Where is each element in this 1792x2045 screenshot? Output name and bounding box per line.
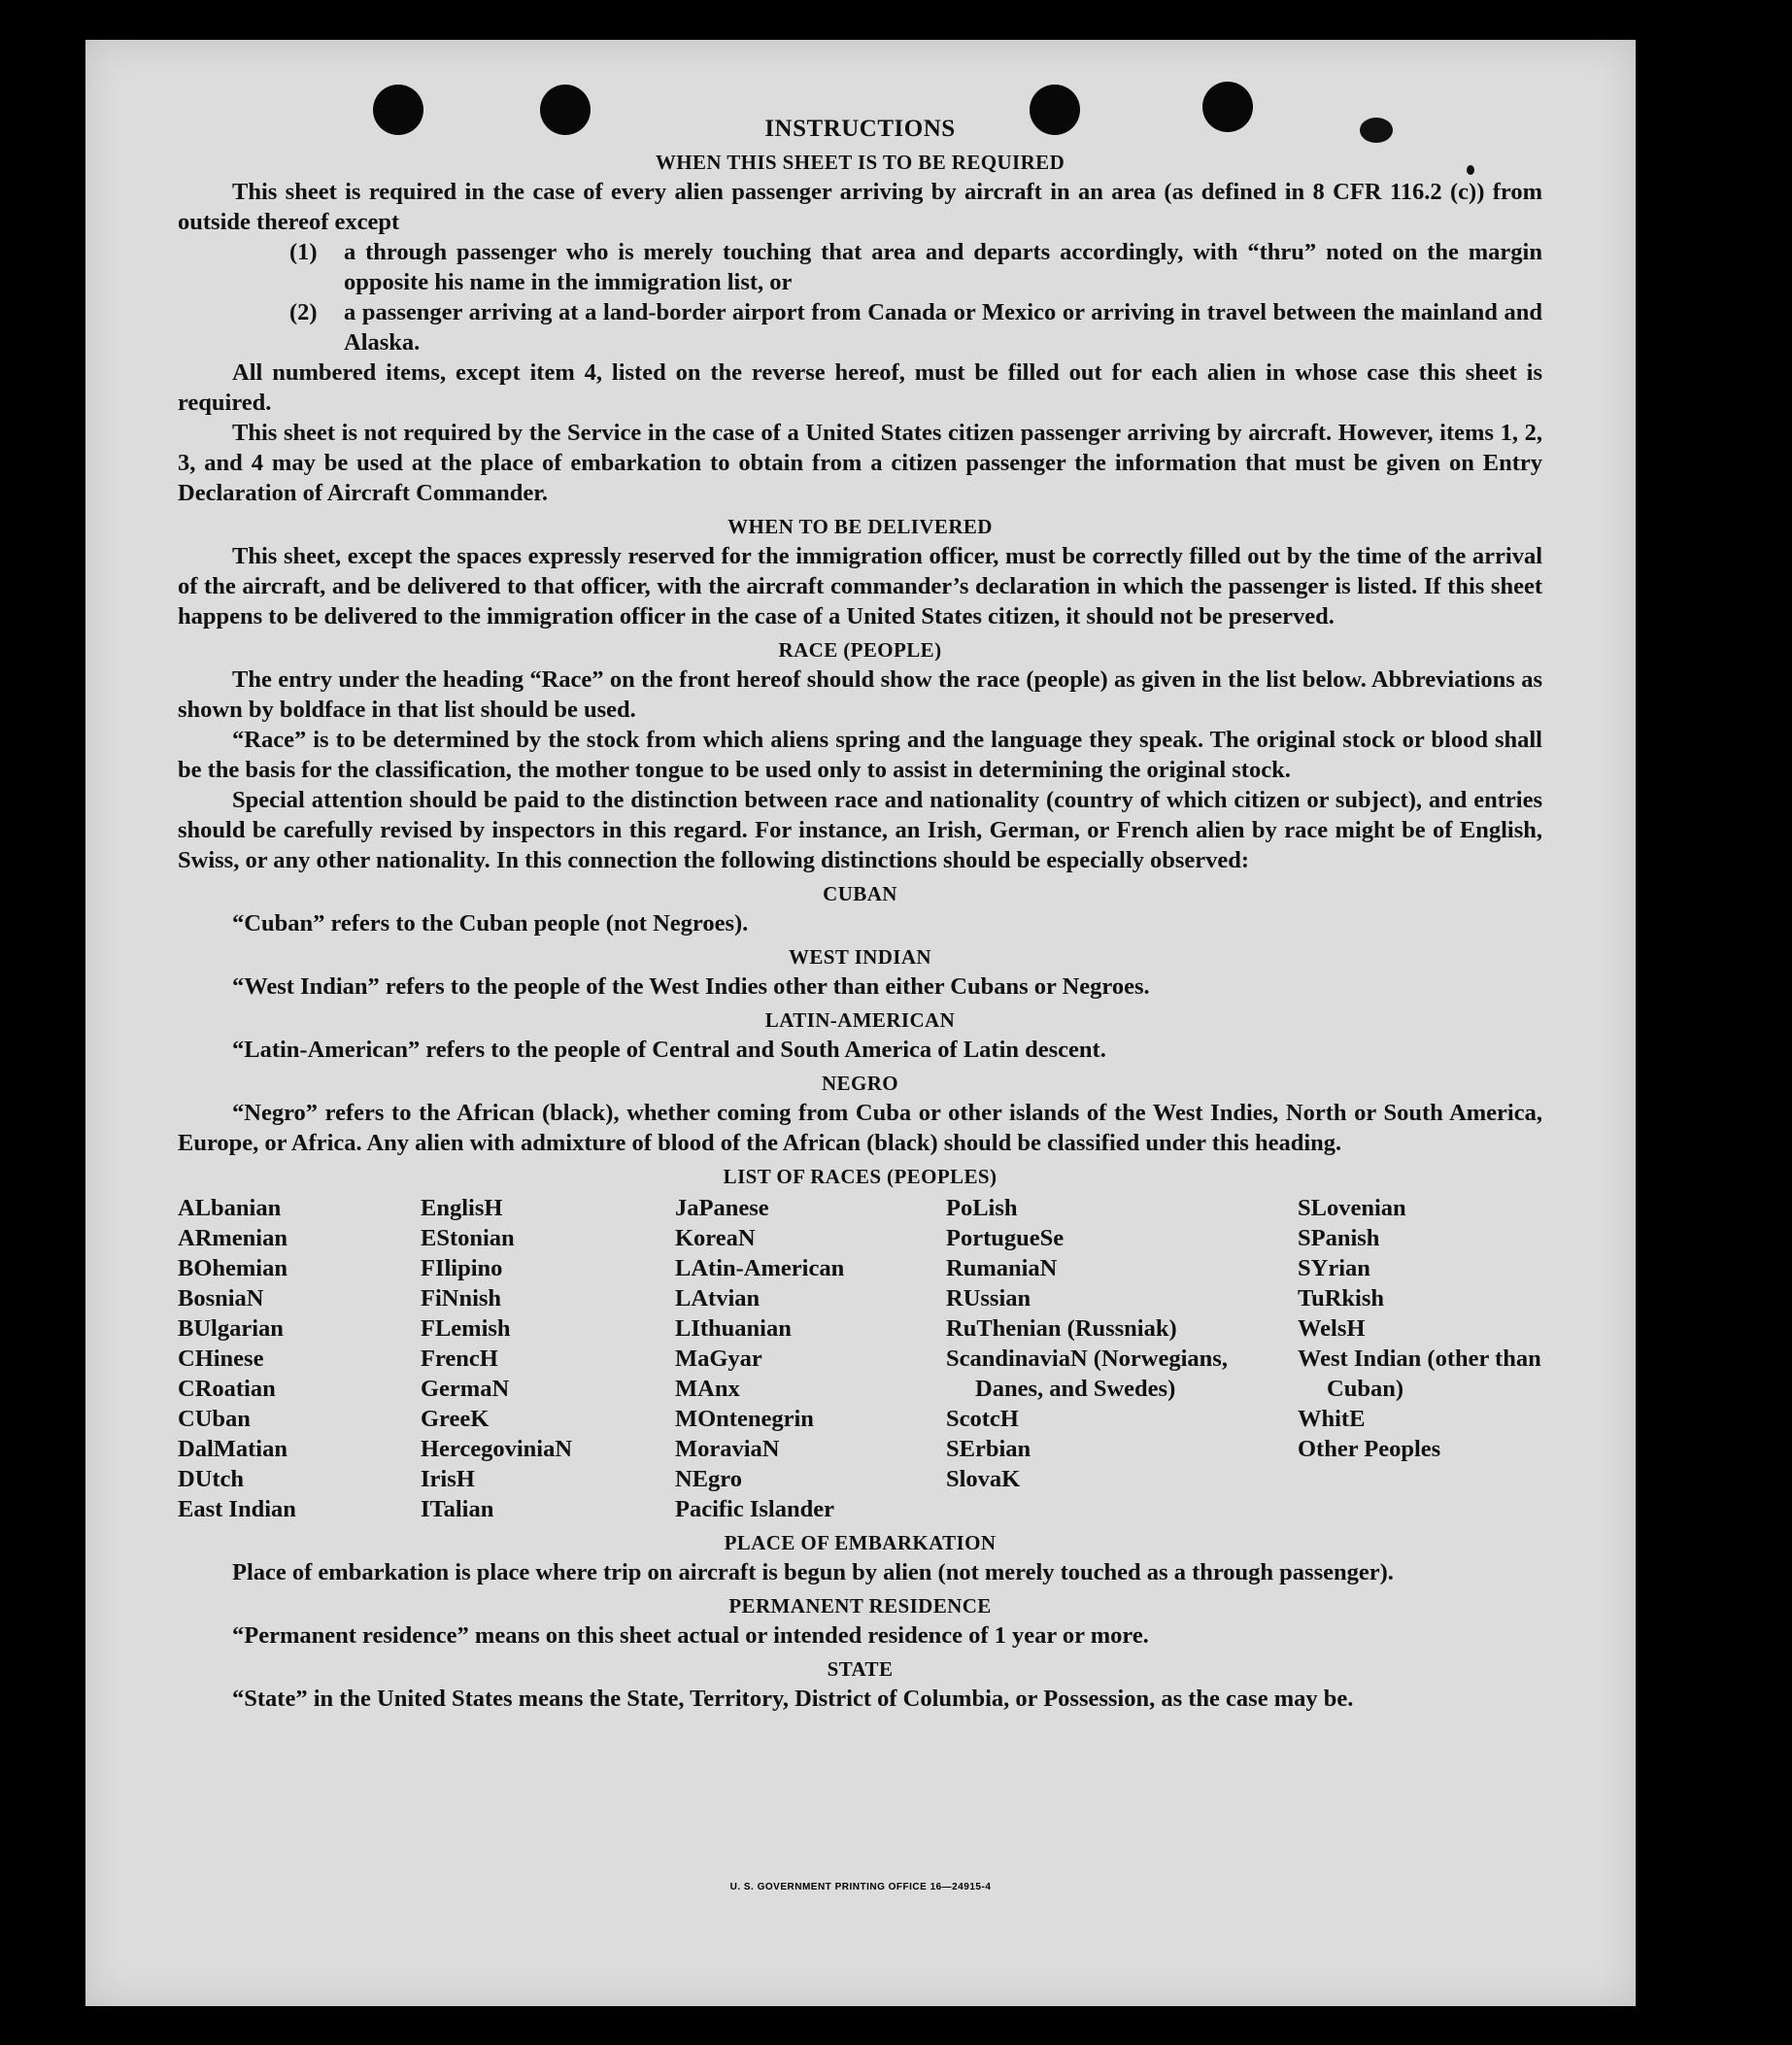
race-entry: CHinese (178, 1346, 264, 1372)
paragraph: “Negro” refers to the African (black), whether coming from Cuba or other islands of the West Indies, North or South America, Europe, or Africa. Any alien with admixture of blood of the African (black) should be classified under this heading. (178, 1100, 1542, 1156)
section-heading-embarkation: PLACE OF EMBARKATION (724, 1531, 997, 1554)
race-entry: GreeK (421, 1406, 490, 1432)
race-entry: BOhemian (178, 1255, 287, 1281)
race-entry: MaGyar (675, 1346, 762, 1372)
paragraph: “Race” is to be determined by the stock from which aliens spring and the language they speak. The original stock or blood shall be the basis for the classification, the mother tongue to be used only to assist in determining the original stock. (178, 727, 1542, 783)
race-entry: BosniaN (178, 1285, 264, 1312)
race-entry: DalMatian (178, 1436, 287, 1462)
races-column (1298, 1193, 1542, 1524)
race-entry: HercegoviniaN (421, 1436, 573, 1462)
race-entry: EnglisH (421, 1195, 503, 1221)
paragraph: “Cuban” refers to the Cuban people (not Negroes). (232, 910, 749, 937)
race-entry: FrencH (421, 1346, 498, 1372)
paragraph: “Permanent residence” means on this sheet actual or intended residence of 1 year or more. (232, 1622, 1149, 1649)
races-column (675, 1193, 946, 1524)
section-heading-state: STATE (827, 1657, 894, 1681)
race-entry: PortugueSe (946, 1225, 1065, 1251)
paragraph: “State” in the United States means the State, Territory, District of Columbia, or Possession, as the case may be. (232, 1686, 1354, 1712)
paragraph: The entry under the heading “Race” on the front hereof should show the race (people) as given in the list below. Abbreviations as shown by boldface in that list should be used. (178, 666, 1542, 723)
section-heading-negro: NEGRO (821, 1072, 898, 1095)
race-entry: Other Peoples (1298, 1436, 1441, 1462)
instructions-text (178, 114, 1542, 1714)
race-entry: East Indian (178, 1496, 296, 1522)
race-entry: FLemish (421, 1315, 511, 1342)
paragraph: This sheet, except the spaces expressly reserved for the immigration officer, must be correctly filled out by the time of the arrival of the aircraft, and be delivered to that officer, with the aircraft commander’s declaration in which the passenger is listed. If this sheet happens to be delivered to the immigration officer in the case of a United States citizen, it should not be preserved. (178, 543, 1542, 630)
race-entry: ALbanian (178, 1195, 282, 1221)
paragraph: Place of embarkation is place where trip on aircraft is begun by alien (not merely touched as a through passenger). (232, 1559, 1394, 1585)
section-heading-required: WHEN THIS SHEET IS TO BE REQUIRED (655, 151, 1065, 174)
document-sheet (85, 40, 1636, 2006)
race-entry: IrisH (421, 1466, 475, 1492)
race-entry: NEgro (675, 1466, 742, 1492)
paragraph: All numbered items, except item 4, listed on the reverse hereof, must be filled out for each alien in whose case this sheet is required. (178, 359, 1542, 416)
section-heading-races-list: LIST OF RACES (PEOPLES) (723, 1165, 997, 1188)
race-entry: Pacific Islander (675, 1496, 834, 1522)
item-number: (1) (289, 239, 318, 265)
race-entry: LAtin-American (675, 1255, 845, 1281)
paragraph: This sheet is required in the case of every alien passenger arriving by aircraft in an area (as defined in 8 CFR 116.2 (c)) from outside thereof except (178, 179, 1542, 235)
race-entry: CUban (178, 1406, 251, 1432)
race-entry: CRoatian (178, 1376, 276, 1402)
race-entry: ITalian (421, 1496, 494, 1522)
race-entry: LAtvian (675, 1285, 761, 1312)
section-heading-west-indian: WEST INDIAN (789, 945, 931, 969)
race-entry: TuRkish (1298, 1285, 1385, 1312)
race-entry: PoLish (946, 1195, 1018, 1221)
race-entry: EStonian (421, 1225, 515, 1251)
race-entry: JaPanese (675, 1195, 769, 1221)
section-heading-latin-american: LATIN-AMERICAN (764, 1008, 956, 1032)
races-column (421, 1193, 675, 1524)
races-column (946, 1193, 1298, 1524)
paragraph: This sheet is not required by the Service in the case of a United States citizen passenger arriving by aircraft. However, items 1, 2, 3, and 4 may be used at the place of embarkation to obtain from a citizen passenger the information that must be given on Entry Declaration of Aircraft Commander. (178, 420, 1542, 506)
race-entry: BUlgarian (178, 1315, 284, 1342)
race-entry: ScandinaviaN (Norwegians, Danes, and Swedes) (946, 1346, 1228, 1402)
list-item (289, 297, 1542, 358)
section-heading-cuban: CUBAN (823, 882, 897, 905)
race-entry: DUtch (178, 1466, 245, 1492)
race-entry: RUssian (946, 1285, 1031, 1312)
list-item (289, 237, 1542, 297)
paragraph: “Latin-American” refers to the people of Central and South America of Latin descent. (232, 1037, 1106, 1063)
race-entry: RuThenian (Russniak) (946, 1315, 1177, 1342)
paragraph: Special attention should be paid to the distinction between race and nationality (country of which citizen or subject), and entries should be carefully revised by inspectors in this regard. For instance, an Irish, German, or French alien by race might be of English, Swiss, or any other nationality. In this connection the following distinctions should be especially observed: (178, 787, 1542, 873)
race-entry: SLovenian (1298, 1195, 1406, 1221)
race-entry: MOntenegrin (675, 1406, 814, 1432)
section-heading-race: RACE (PEOPLE) (778, 638, 942, 662)
section-heading-residence: PERMANENT RESIDENCE (728, 1594, 992, 1618)
races-column (178, 1193, 421, 1524)
race-entry: LIthuanian (675, 1315, 792, 1342)
race-entry: ARmenian (178, 1225, 287, 1251)
race-entry: SYrian (1298, 1255, 1370, 1281)
race-entry: RumaniaN (946, 1255, 1058, 1281)
race-entry: SErbian (946, 1436, 1031, 1462)
item-text: a through passenger who is merely touching that area and departs accordingly, with “thru” noted on the margin opposite his name in the immigration list, or (344, 239, 1542, 295)
race-entry: SPanish (1298, 1225, 1380, 1251)
item-number: (2) (289, 299, 318, 325)
race-entry: MoraviaN (675, 1436, 780, 1462)
page-title: INSTRUCTIONS (764, 116, 956, 142)
race-entry: GermaN (421, 1376, 510, 1402)
race-entry: WhitE (1298, 1406, 1366, 1432)
section-heading-delivered: WHEN TO BE DELIVERED (727, 515, 993, 538)
race-entry: West Indian (other than Cuban) (1298, 1346, 1541, 1402)
race-entry: FIlipino (421, 1255, 503, 1281)
item-text: a passenger arriving at a land-border airport from Canada or Mexico or arriving in travel between the mainland and Alaska. (344, 299, 1542, 356)
race-entry: ScotcH (946, 1406, 1019, 1432)
race-entry: WelsH (1298, 1315, 1366, 1342)
race-entry: MAnx (675, 1376, 740, 1402)
races-list (178, 1193, 1542, 1524)
printer-imprint: U. S. GOVERNMENT PRINTING OFFICE 16—24915-4 (729, 1882, 992, 1892)
race-entry: KoreaN (675, 1225, 756, 1251)
paragraph: “West Indian” refers to the people of the West Indies other than either Cubans or Negroes. (232, 973, 1150, 1000)
race-entry: FiNnish (421, 1285, 502, 1312)
race-entry: SlovaK (946, 1466, 1021, 1492)
